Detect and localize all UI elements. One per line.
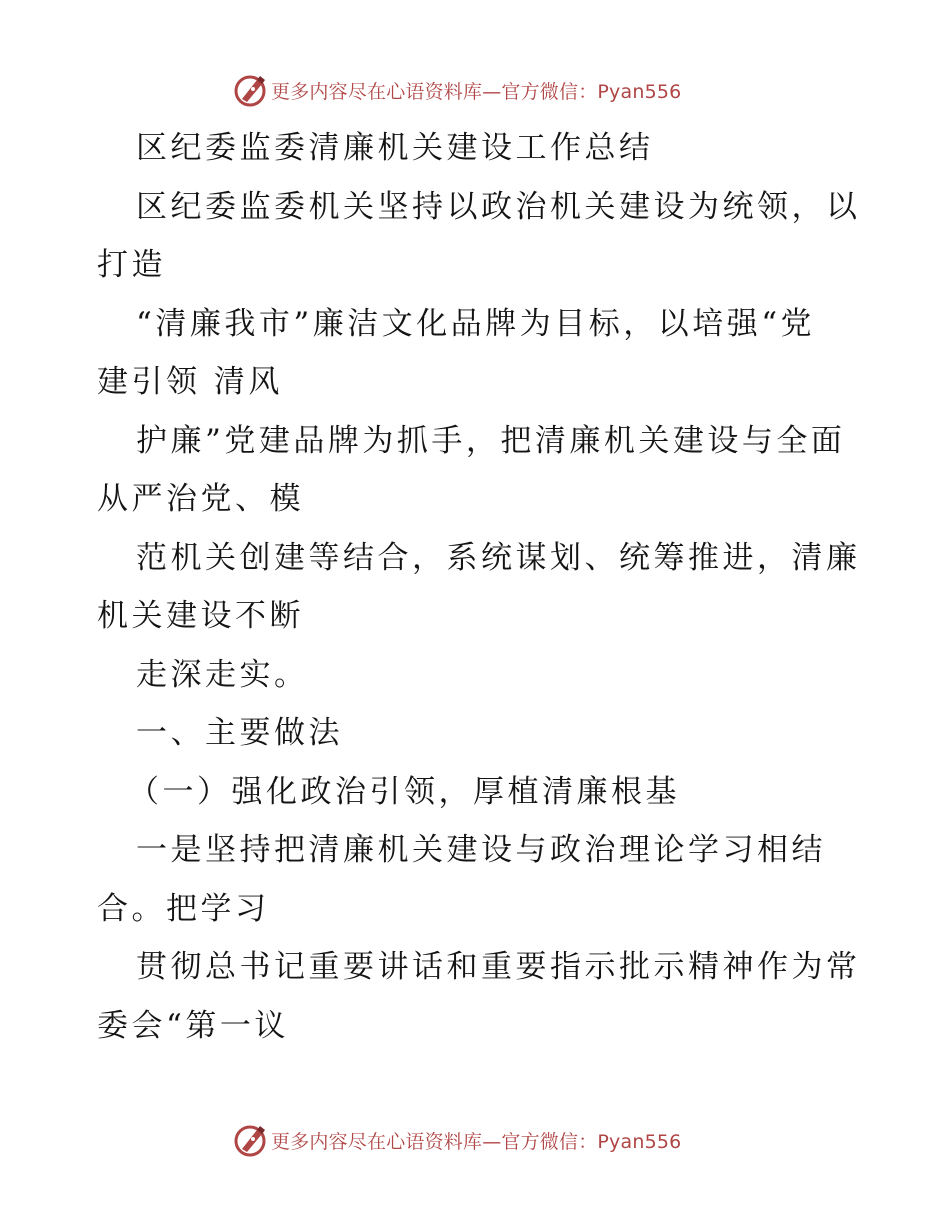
paragraph-line: 区纪委监委机关坚持以政治机关建设为统领，以 [136, 189, 861, 225]
paragraph-line: 贯彻总书记重要讲话和重要指示批示精神作为常 [136, 949, 861, 985]
pen-logo-icon [233, 1122, 269, 1158]
section-heading: 一、主要做法 [136, 715, 343, 751]
paragraph-line: “清廉我市”廉洁文化品牌为目标，以培强“党 [136, 306, 816, 342]
banner-text: 更多内容尽在心语资料库—官方微信：Pyan556 [271, 80, 682, 103]
paragraph-line: 机关建设不断 [97, 598, 304, 634]
paragraph-line: 走深走实。 [136, 657, 309, 693]
paragraph-line: 护廉”党建品牌为抓手，把清廉机关建设与全面 [136, 423, 846, 459]
paragraph-line: 从严治党、模 [97, 481, 304, 517]
paragraph-line: 打造 [97, 247, 166, 283]
document-title: 区纪委监委清廉机关建设工作总结 [136, 130, 654, 166]
paragraph-line: 合。把学习 [97, 891, 270, 927]
paragraph-line: 建引领 清风 [97, 364, 283, 400]
paragraph-line: 范机关创建等结合，系统谋划、统筹推进，清廉 [136, 540, 861, 576]
banner-text: 更多内容尽在心语资料库—官方微信：Pyan556 [271, 1130, 682, 1153]
subsection-heading: （一）强化政治引领，厚植清廉根基 [128, 774, 680, 810]
paragraph-line: 一是坚持把清廉机关建设与政治理论学习相结 [136, 832, 826, 868]
footer-banner [233, 1122, 681, 1158]
paragraph-line: 委会“第一议 [97, 1008, 289, 1044]
